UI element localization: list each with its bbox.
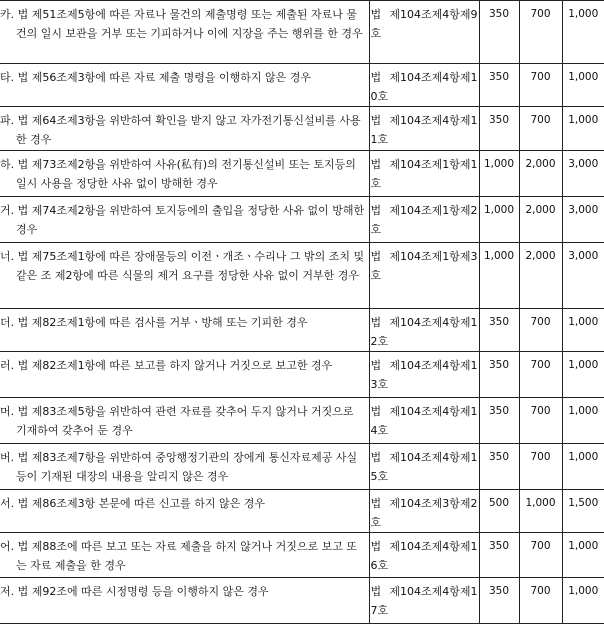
first-violation-fine: 350 [479, 444, 519, 490]
second-violation-fine: 700 [519, 309, 562, 352]
second-violation-fine: 700 [519, 578, 562, 624]
third-violation-fine: 1,000 [562, 444, 604, 490]
third-violation-fine: 1,000 [562, 309, 604, 352]
third-violation-fine: 1,000 [562, 533, 604, 578]
table-row [0, 578, 604, 624]
legal-basis: 법 제104조제1항제3호 [369, 243, 479, 309]
first-violation-fine: 350 [479, 1, 519, 64]
second-violation-fine: 1,000 [519, 490, 562, 533]
table-row [0, 64, 604, 107]
legal-basis: 법 제104조제4항제17호 [369, 578, 479, 624]
violation-description: 카. 법 제51조제5항에 따른 자료나 물건의 제출명령 또는 제출된 자료나 물건의 일시 보관을 거부 또는 기피하거나 이에 지장을 주는 행위를 한 경우 [0, 1, 369, 64]
table-row [0, 533, 604, 578]
legal-basis: 법 제104조제4항제11호 [369, 107, 479, 151]
third-violation-fine: 1,000 [562, 352, 604, 398]
first-violation-fine: 1,000 [479, 243, 519, 309]
violation-description: 타. 법 제56조제3항에 따른 자료 제출 명령을 이행하지 않은 경우 [0, 64, 369, 107]
table-row [0, 243, 604, 309]
first-violation-fine: 350 [479, 578, 519, 624]
first-violation-fine: 350 [479, 309, 519, 352]
second-violation-fine: 2,000 [519, 243, 562, 309]
second-violation-fine: 700 [519, 107, 562, 151]
second-violation-fine: 700 [519, 64, 562, 107]
legal-basis: 법 제104조제4항제16호 [369, 533, 479, 578]
second-violation-fine: 700 [519, 1, 562, 64]
third-violation-fine: 1,000 [562, 107, 604, 151]
table-row [0, 1, 604, 64]
second-violation-fine: 700 [519, 398, 562, 444]
legal-basis: 법 제104조제4항제14호 [369, 398, 479, 444]
second-violation-fine: 700 [519, 352, 562, 398]
table-row [0, 352, 604, 398]
second-violation-fine: 2,000 [519, 151, 562, 197]
third-violation-fine: 1,000 [562, 398, 604, 444]
third-violation-fine: 1,000 [562, 64, 604, 107]
legal-basis: 법 제104조제4항제9호 [369, 1, 479, 64]
second-violation-fine: 700 [519, 533, 562, 578]
first-violation-fine: 350 [479, 398, 519, 444]
first-violation-fine: 1,000 [479, 197, 519, 243]
violation-description: 하. 법 제73조제2항을 위반하여 사유(私有)의 전기통신설비 또는 토지등의 일시 사용을 정당한 사유 없이 방해한 경우 [0, 151, 369, 197]
table-row [0, 398, 604, 444]
first-violation-fine: 500 [479, 490, 519, 533]
violation-description: 머. 법 제83조제5항을 위반하여 관련 자료를 갖추어 두지 않거나 거짓으로 기재하여 갖추어 둔 경우 [0, 398, 369, 444]
legal-basis: 법 제104조제4항제15호 [369, 444, 479, 490]
table-row [0, 151, 604, 197]
violation-description: 버. 법 제83조제7항을 위반하여 중앙행정기관의 장에게 통신자료제공 사실 등이 기재된 대장의 내용을 알리지 않은 경우 [0, 444, 369, 490]
table-row [0, 444, 604, 490]
violation-description: 서. 법 제86조제3항 본문에 따른 신고를 하지 않은 경우 [0, 490, 369, 533]
table-row [0, 490, 604, 533]
first-violation-fine: 1,000 [479, 151, 519, 197]
violation-description: 더. 법 제82조제1항에 따른 검사를 거부ㆍ방해 또는 기피한 경우 [0, 309, 369, 352]
violation-description: 너. 법 제75조제1항에 따른 장애물등의 이전ㆍ개조ㆍ수리나 그 밖의 조치 및 같은 조 제2항에 따른 식물의 제거 요구를 정당한 사유 없이 거부한 경우 [0, 243, 369, 309]
violation-description: 어. 법 제88조에 따른 보고 또는 자료 제출을 하지 않거나 거짓으로 보고 또는 자료 제출을 한 경우 [0, 533, 369, 578]
violation-description: 저. 법 제92조에 따른 시정명령 등을 이행하지 않은 경우 [0, 578, 369, 624]
third-violation-fine: 3,000 [562, 243, 604, 309]
violation-description: 파. 법 제64조제3항을 위반하여 확인을 받지 않고 자가전기통신설비를 사용한 경우 [0, 107, 369, 151]
legal-basis: 법 제104조제4항제10호 [369, 64, 479, 107]
third-violation-fine: 1,500 [562, 490, 604, 533]
violation-description: 러. 법 제82조제1항에 따른 보고를 하지 않거나 거짓으로 보고한 경우 [0, 352, 369, 398]
table-row [0, 197, 604, 243]
legal-basis: 법 제104조제4항제12호 [369, 309, 479, 352]
second-violation-fine: 700 [519, 444, 562, 490]
table-row [0, 107, 604, 151]
third-violation-fine: 1,000 [562, 578, 604, 624]
first-violation-fine: 350 [479, 533, 519, 578]
first-violation-fine: 350 [479, 107, 519, 151]
legal-basis: 법 제104조제4항제13호 [369, 352, 479, 398]
table-row [0, 309, 604, 352]
second-violation-fine: 2,000 [519, 197, 562, 243]
third-violation-fine: 1,000 [562, 1, 604, 64]
first-violation-fine: 350 [479, 352, 519, 398]
legal-basis: 법 제104조제3항제2호 [369, 490, 479, 533]
violation-description: 거. 법 제74조제2항을 위반하여 토지등에의 출입을 정당한 사유 없이 방해한 경우 [0, 197, 369, 243]
first-violation-fine: 350 [479, 64, 519, 107]
third-violation-fine: 3,000 [562, 197, 604, 243]
third-violation-fine: 3,000 [562, 151, 604, 197]
legal-basis: 법 제104조제1항제2호 [369, 197, 479, 243]
legal-basis: 법 제104조제1항제1호 [369, 151, 479, 197]
